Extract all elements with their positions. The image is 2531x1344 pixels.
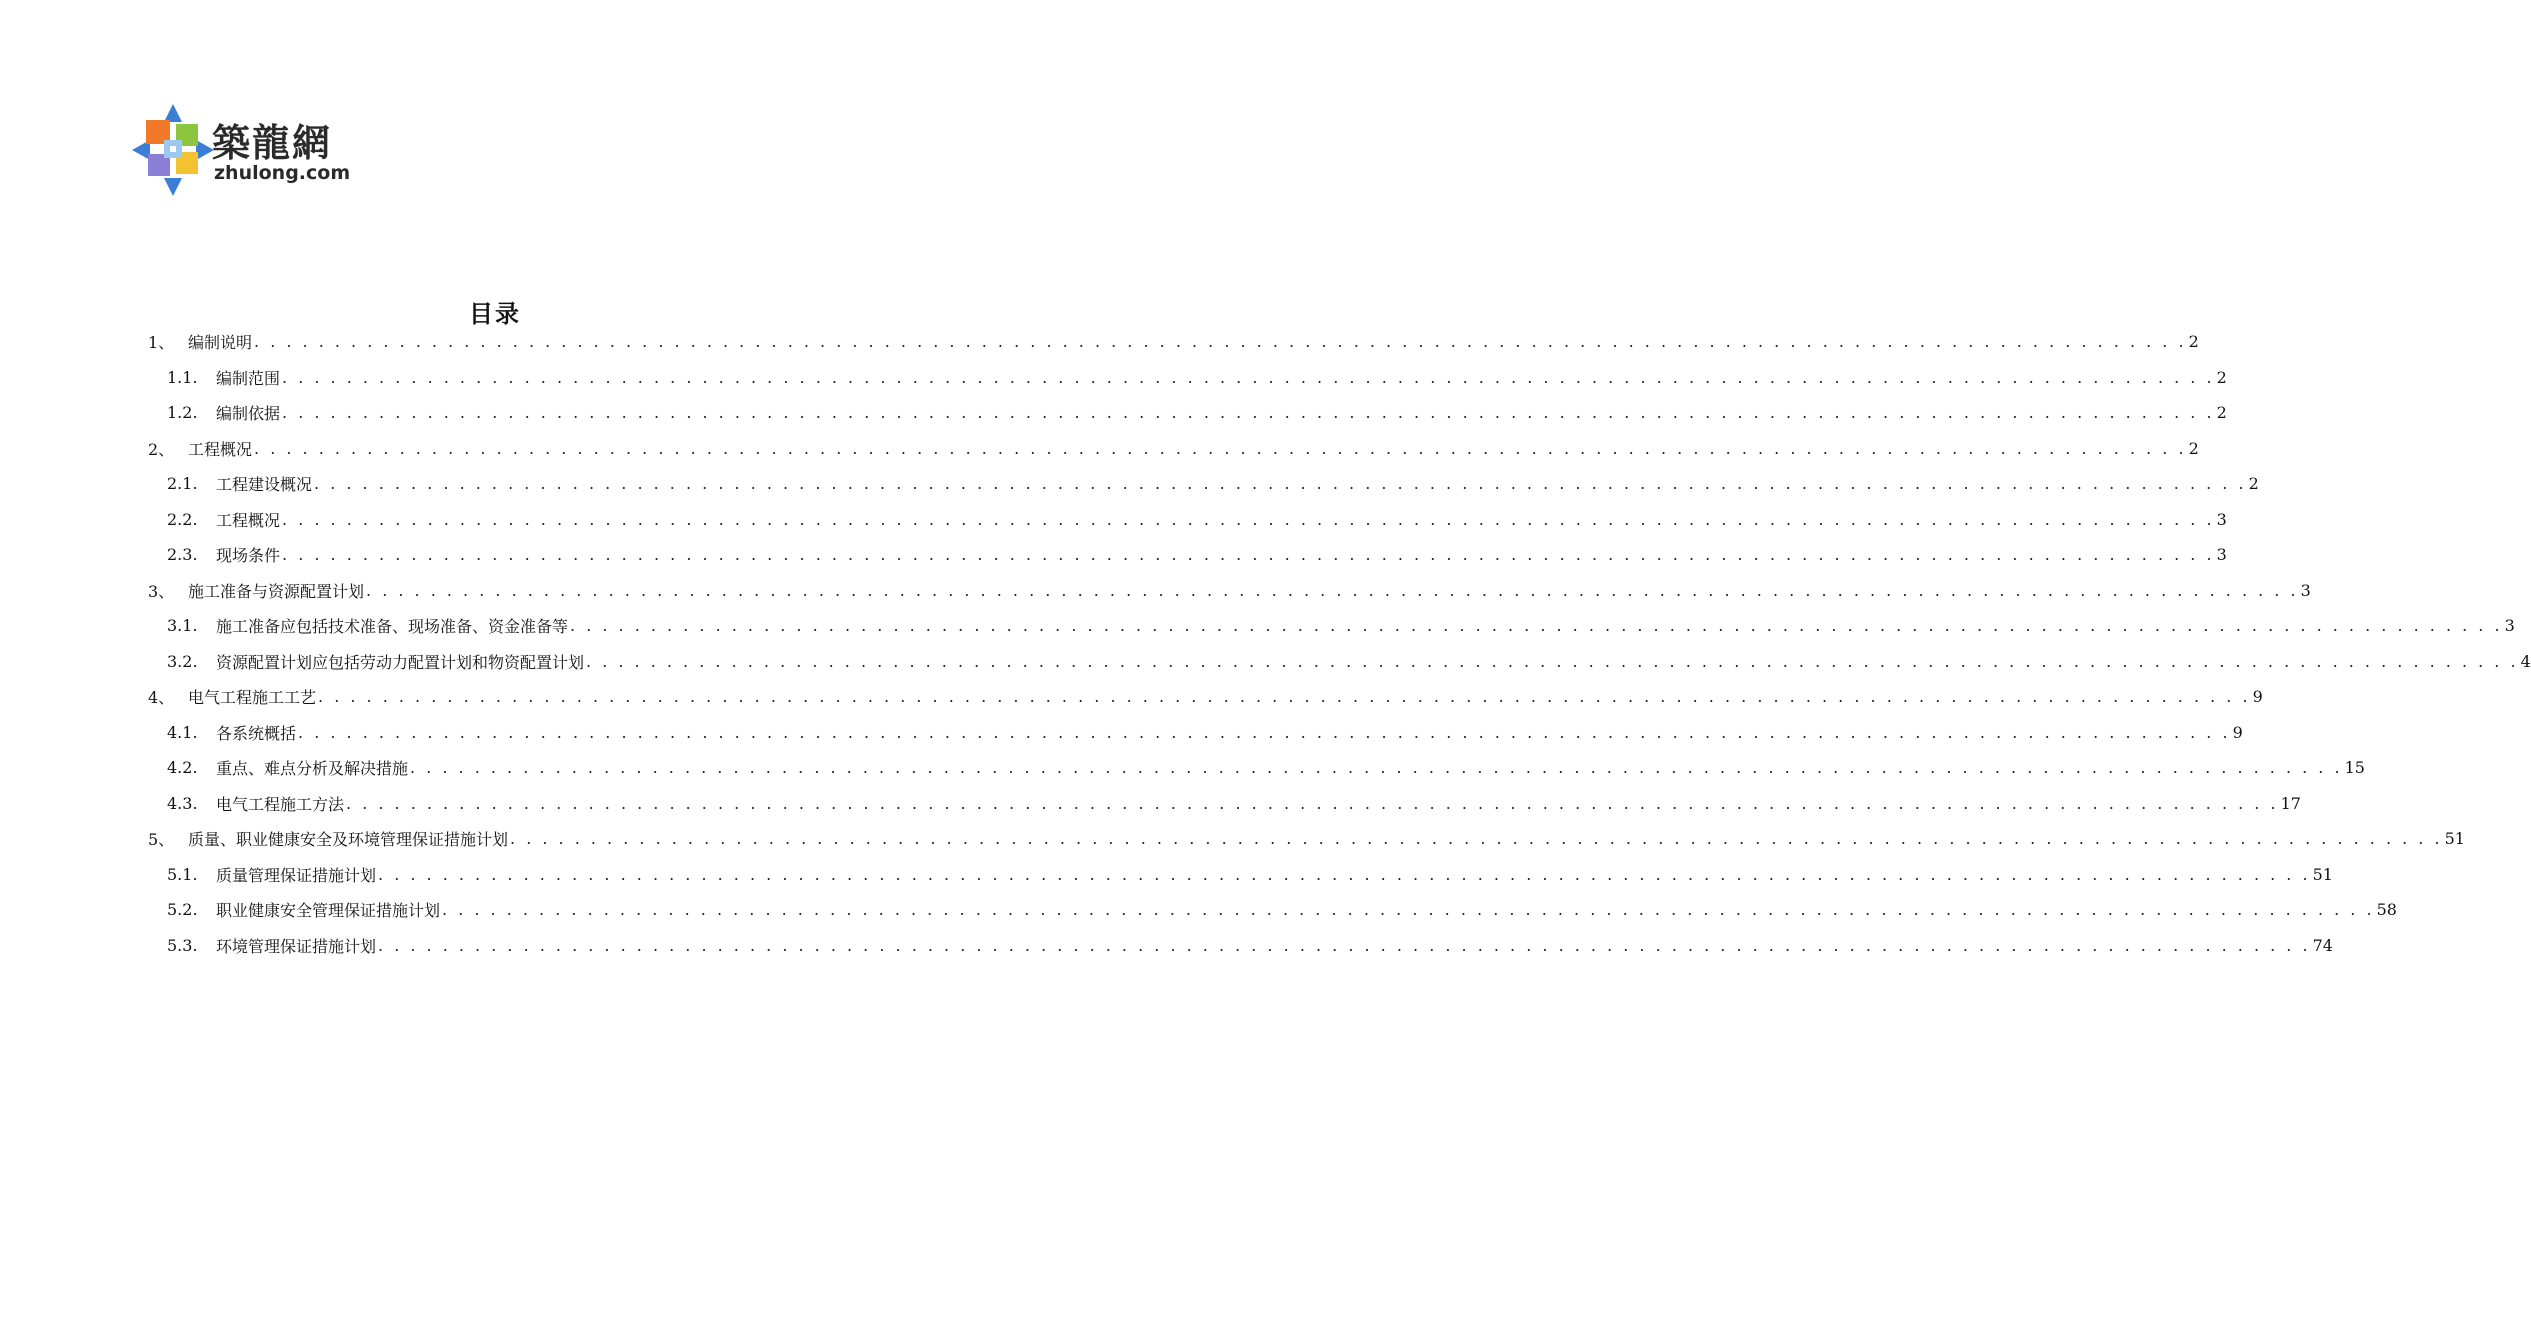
toc-entry-page: 4 (2520, 651, 2531, 671)
toc-entry[interactable] (148, 466, 2259, 502)
toc-entry-text: 各系统概括 (216, 723, 297, 743)
toc-dot-leader: . . . . . . . . . . . . . . . . . . . . . . . . . . . . . . . . . . . . . . . . . . . . . . . . . . . . . . . . . . . . . . . . . . . . . . . . . . . . . . . . . . . . . . . . . . . . . . . . . . . . . . . . . . . . . . . . . . . . . . . . (282, 403, 2215, 423)
toc-entry[interactable] (148, 324, 2199, 360)
toc-entry[interactable] (148, 786, 2301, 822)
toc-entry[interactable] (148, 395, 2227, 431)
toc-dot-leader: . . . . . . . . . . . . . . . . . . . . . . . . . . . . . . . . . . . . . . . . . . . . . . . . . . . . . . . . . . . . . . . . . . . . . . . . . . . . . . . . . . . . . . . . . . . . . . . . . . . . . . . . . . . . . . . . . . . . . . . . (410, 758, 2343, 778)
toc-entry-text: 施工准备应包括技术准备、现场准备、资金准备等 (216, 617, 569, 637)
toc-entry-text: 质量、职业健康安全及环境管理保证措施计划 (188, 830, 509, 850)
toc-entry-page: 2 (2188, 332, 2199, 352)
toc-dot-leader: . . . . . . . . . . . . . . . . . . . . . . . . . . . . . . . . . . . . . . . . . . . . . . . . . . . . . . . . . . . . . . . . . . . . . . . . . . . . . . . . . . . . . . . . . . . . . . . . . . . . . . . . . . . . . . . . . . . . . . . . (254, 438, 2187, 458)
toc-dot-leader: . . . . . . . . . . . . . . . . . . . . . . . . . . . . . . . . . . . . . . . . . . . . . . . . . . . . . . . . . . . . . . . . . . . . . . . . . . . . . . . . . . . . . . . . . . . . . . . . . . . . . . . . . . . . . . . . . . . . . . . . (282, 367, 2215, 387)
toc-entry[interactable] (148, 431, 2199, 467)
toc-entry-text: 质量管理保证措施计划 (216, 865, 377, 885)
toc-entry[interactable] (148, 608, 2515, 644)
zhulong-logo-icon (130, 102, 216, 197)
toc-entry-page: 2 (2216, 403, 2227, 423)
toc-entry-number: 3、 (148, 581, 175, 601)
toc-entry-number: 1.1. (167, 367, 198, 387)
toc-entry-text: 资源配置计划应包括劳动力配置计划和物资配置计划 (216, 652, 585, 672)
toc-entry-number: 3.1. (167, 616, 198, 636)
toc-entry[interactable] (148, 715, 2243, 751)
toc-entry-text: 电气工程施工方法 (216, 794, 345, 814)
toc-dot-leader: . . . . . . . . . . . . . . . . . . . . . . . . . . . . . . . . . . . . . . . . . . . . . . . . . . . . . . . . . . . . . . . . . . . . . . . . . . . . . . . . . . . . . . . . . . . . . . . . . . . . . . . . . . . . . . . . . . . . . . . . (298, 722, 2231, 742)
toc-dot-leader: . . . . . . . . . . . . . . . . . . . . . . . . . . . . . . . . . . . . . . . . . . . . . . . . . . . . . . . . . . . . . . . . . . . . . . . . . . . . . . . . . . . . . . . . . . . . . . . . . . . . . . . . . . . . . . . . . . . . . . . . (366, 580, 2299, 600)
toc-entry[interactable] (148, 928, 2333, 964)
toc-entry-number: 5.1. (167, 864, 198, 884)
toc-dot-leader: . . . . . . . . . . . . . . . . . . . . . . . . . . . . . . . . . . . . . . . . . . . . . . . . . . . . . . . . . . . . . . . . . . . . . . . . . . . . . . . . . . . . . . . . . . . . . . . . . . . . . . . . . . . . . . . . . . . . . . . . (586, 651, 2519, 671)
toc-entry-page: 3 (2504, 616, 2515, 636)
toc-entry[interactable] (148, 857, 2333, 893)
toc-entry[interactable] (148, 892, 2397, 928)
toc-entry-page: 15 (2344, 758, 2365, 778)
toc-entry[interactable] (148, 644, 2531, 680)
toc-entry-page: 2 (2216, 367, 2227, 387)
toc-dot-leader: . . . . . . . . . . . . . . . . . . . . . . . . . . . . . . . . . . . . . . . . . . . . . . . . . . . . . . . . . . . . . . . . . . . . . . . . . . . . . . . . . . . . . . . . . . . . . . . . . . . . . . . . . . . . . . . . . . . . . . . . (510, 829, 2443, 849)
toc-dot-leader: . . . . . . . . . . . . . . . . . . . . . . . . . . . . . . . . . . . . . . . . . . . . . . . . . . . . . . . . . . . . . . . . . . . . . . . . . . . . . . . . . . . . . . . . . . . . . . . . . . . . . . . . . . . . . . . . . . . . . . . . (254, 332, 2187, 352)
logo-english-name: zhulong.com (214, 162, 351, 184)
toc-entry[interactable] (148, 573, 2311, 609)
toc-dot-leader: . . . . . . . . . . . . . . . . . . . . . . . . . . . . . . . . . . . . . . . . . . . . . . . . . . . . . . . . . . . . . . . . . . . . . . . . . . . . . . . . . . . . . . . . . . . . . . . . . . . . . . . . . . . . . . . . . . . . . . . . (282, 509, 2215, 529)
toc-entry-number: 2.3. (167, 545, 198, 565)
toc-entry-page: 51 (2312, 864, 2333, 884)
toc-dot-leader: . . . . . . . . . . . . . . . . . . . . . . . . . . . . . . . . . . . . . . . . . . . . . . . . . . . . . . . . . . . . . . . . . . . . . . . . . . . . . . . . . . . . . . . . . . . . . . . . . . . . . . . . . . . . . . . . . . . . . . . . (282, 545, 2215, 565)
toc-entry-number: 4.1. (167, 722, 198, 742)
toc-dot-leader: . . . . . . . . . . . . . . . . . . . . . . . . . . . . . . . . . . . . . . . . . . . . . . . . . . . . . . . . . . . . . . . . . . . . . . . . . . . . . . . . . . . . . . . . . . . . . . . . . . . . . . . . . . . . . . . . . . . . . . . . (378, 935, 2311, 955)
table-of-contents (148, 324, 2531, 963)
toc-entry-page: 9 (2252, 687, 2263, 707)
toc-entry-page: 74 (2312, 935, 2333, 955)
toc-entry-page: 3 (2216, 509, 2227, 529)
toc-entry-number: 4、 (148, 688, 175, 708)
toc-entry-text: 现场条件 (216, 546, 281, 566)
toc-dot-leader: . . . . . . . . . . . . . . . . . . . . . . . . . . . . . . . . . . . . . . . . . . . . . . . . . . . . . . . . . . . . . . . . . . . . . . . . . . . . . . . . . . . . . . . . . . . . . . . . . . . . . . . . . . . . . . . . . . . . . . . . (314, 474, 2247, 494)
toc-entry-text: 电气工程施工工艺 (188, 688, 317, 708)
toc-entry-text: 工程概况 (216, 510, 281, 530)
toc-entry-page: 17 (2280, 793, 2301, 813)
toc-entry-number: 1、 (148, 333, 175, 353)
toc-entry-number: 2.1. (167, 474, 198, 494)
toc-entry-number: 5.3. (167, 935, 198, 955)
zhulong-logo (130, 102, 350, 197)
toc-entry-text: 编制说明 (188, 333, 253, 353)
toc-entry-page: 51 (2444, 829, 2465, 849)
toc-title: 目录 (469, 300, 521, 328)
toc-entry[interactable] (148, 821, 2465, 857)
logo-chinese-name: 築龍網 (212, 120, 333, 165)
toc-entry-page: 9 (2232, 722, 2243, 742)
toc-dot-leader: . . . . . . . . . . . . . . . . . . . . . . . . . . . . . . . . . . . . . . . . . . . . . . . . . . . . . . . . . . . . . . . . . . . . . . . . . . . . . . . . . . . . . . . . . . . . . . . . . . . . . . . . . . . . . . . . . . . . . . . . (346, 793, 2279, 813)
toc-entry-text: 编制依据 (216, 404, 281, 424)
toc-entry[interactable] (148, 537, 2227, 573)
toc-entry-number: 2.2. (167, 509, 198, 529)
toc-entry-number: 4.3. (167, 793, 198, 813)
toc-dot-leader: . . . . . . . . . . . . . . . . . . . . . . . . . . . . . . . . . . . . . . . . . . . . . . . . . . . . . . . . . . . . . . . . . . . . . . . . . . . . . . . . . . . . . . . . . . . . . . . . . . . . . . . . . . . . . . . . . . . . . . . . (318, 687, 2251, 707)
toc-entry-text: 环境管理保证措施计划 (216, 936, 377, 956)
toc-entry-number: 5.2. (167, 900, 198, 920)
toc-entry-text: 工程建设概况 (216, 475, 313, 495)
toc-entry[interactable] (148, 360, 2227, 396)
toc-entry-page: 2 (2188, 438, 2199, 458)
toc-dot-leader: . . . . . . . . . . . . . . . . . . . . . . . . . . . . . . . . . . . . . . . . . . . . . . . . . . . . . . . . . . . . . . . . . . . . . . . . . . . . . . . . . . . . . . . . . . . . . . . . . . . . . . . . . . . . . . . . . . . . . . . . (570, 616, 2503, 636)
toc-dot-leader: . . . . . . . . . . . . . . . . . . . . . . . . . . . . . . . . . . . . . . . . . . . . . . . . . . . . . . . . . . . . . . . . . . . . . . . . . . . . . . . . . . . . . . . . . . . . . . . . . . . . . . . . . . . . . . . . . . . . . . . . (442, 900, 2375, 920)
toc-entry-number: 1.2. (167, 403, 198, 423)
toc-entry-number: 4.2. (167, 758, 198, 778)
toc-entry-text: 编制范围 (216, 368, 281, 388)
logo-top-spike (164, 104, 182, 122)
toc-entry-page: 2 (2248, 474, 2259, 494)
toc-entry-page: 58 (2376, 900, 2397, 920)
logo-bottom-spike (164, 178, 182, 196)
toc-entry-number: 5、 (148, 830, 175, 850)
toc-entry-text: 职业健康安全管理保证措施计划 (216, 901, 441, 921)
toc-entry-text: 工程概况 (188, 439, 253, 459)
toc-entry-number: 2、 (148, 439, 175, 459)
toc-dot-leader: . . . . . . . . . . . . . . . . . . . . . . . . . . . . . . . . . . . . . . . . . . . . . . . . . . . . . . . . . . . . . . . . . . . . . . . . . . . . . . . . . . . . . . . . . . . . . . . . . . . . . . . . . . . . . . . . . . . . . . . . (378, 864, 2311, 884)
toc-entry-number: 3.2. (167, 651, 198, 671)
toc-entry-text: 施工准备与资源配置计划 (188, 581, 365, 601)
toc-entry-page: 3 (2216, 545, 2227, 565)
toc-entry[interactable] (148, 679, 2263, 715)
toc-entry-text: 重点、难点分析及解决措施 (216, 759, 409, 779)
toc-entry[interactable] (148, 502, 2227, 538)
toc-entry[interactable] (148, 750, 2365, 786)
toc-entry-page: 3 (2300, 580, 2311, 600)
